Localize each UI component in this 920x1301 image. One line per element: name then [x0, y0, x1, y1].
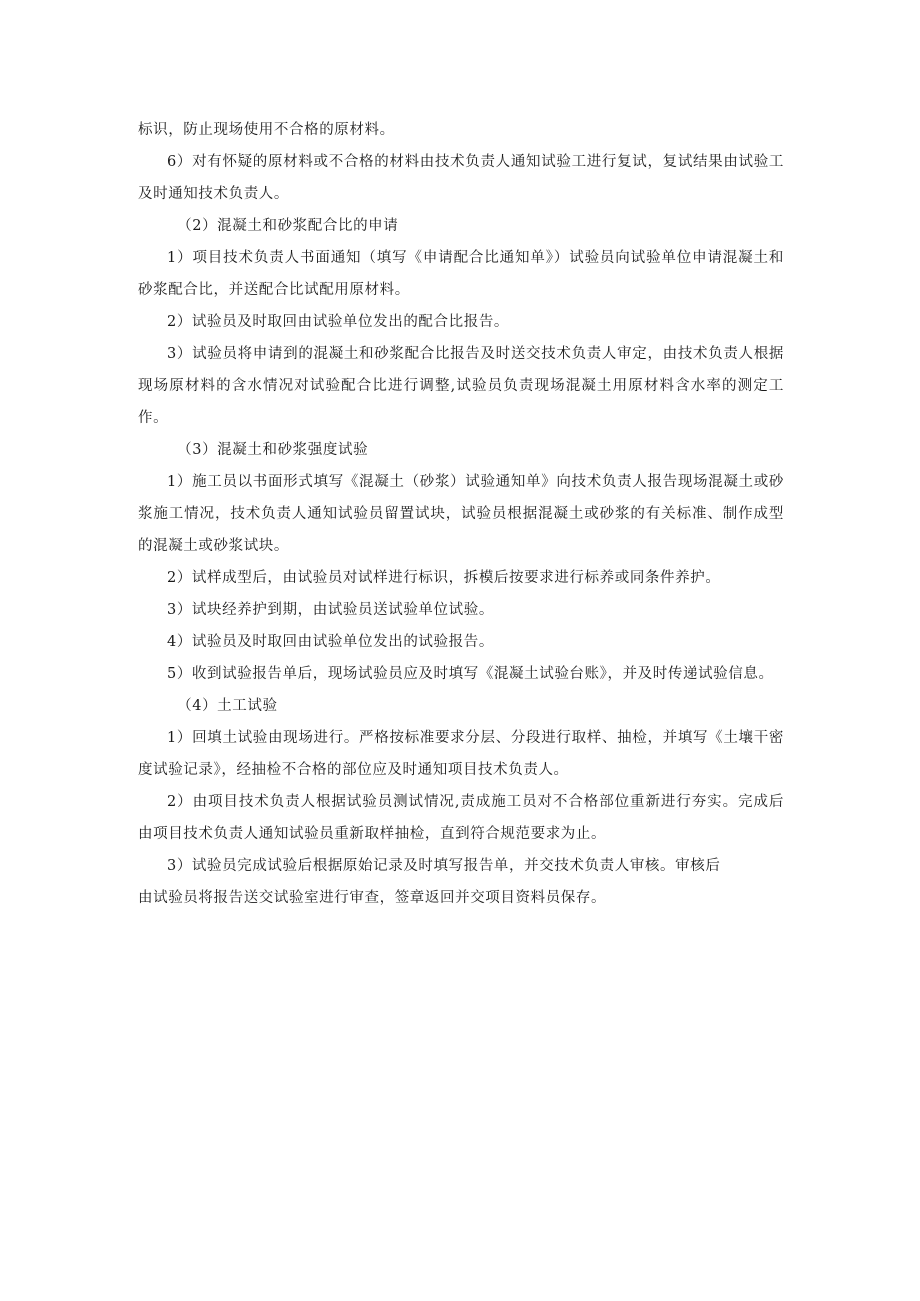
- paragraph-2-item-2: 2）试验员及时取回由试验单位发出的配合比报告。: [167, 314, 510, 330]
- paragraph-2-item-1: 1）项目技术负责人书面通知（填写《申请配合比通知单》）试验员向试验单位申请混凝土和砂浆配合比，并送配合比试配用原材料。: [138, 250, 784, 298]
- paragraph-3-item-5: 5）收到试验报告单后，现场试验员应及时填写《混凝土试验台账》，并及时传递试验信息。: [167, 666, 774, 682]
- paragraph-3-item-4: 4）试验员及时取回由试验单位发出的试验报告。: [167, 634, 494, 650]
- paragraph-3-item-1: 1）施工员以书面形式填写《混凝土（砂浆）试验通知单》向技术负责人报告现场混凝土或砂浆施工情况，技术负责人通知试验员留置试块，试验员根据混凝土或砂浆的有关标准、制作成型的混凝土或砂浆试块。: [138, 474, 784, 554]
- paragraph-2-item-3: 3）试验员将申请到的混凝土和砂浆配合比报告及时送交技术负责人审定，由技术负责人根据现场原材料的含水情况对试验配合比进行调整,试验员负责现场混凝土用原材料含水率的测定工作。: [138, 346, 784, 426]
- paragraph-item-6: 6）对有怀疑的原材料或不合格的材料由技术负责人通知试验工进行复试，复试结果由试验工及时通知技术负责人。: [138, 154, 784, 202]
- paragraph-4-item-3-line-2: 由试验员将报告送交试验室进行审查，签章返回并交项目资料员保存。: [138, 890, 607, 906]
- section-heading-4: （4）土工试验: [177, 698, 278, 714]
- paragraph-3-item-3: 3）试块经养护到期，由试验员送试验单位试验。: [167, 602, 494, 618]
- document-body: [138, 114, 784, 914]
- paragraph-continuation: 标识，防止现场使用不合格的原材料。: [138, 122, 395, 138]
- section-heading-2: （2）混凝土和砂浆配合比的申请: [177, 218, 399, 234]
- paragraph-4-item-1: 1）回填土试验由现场进行。严格按标准要求分层、分段进行取样、抽检，并填写《土壤干密度试验记录》，经抽检不合格的部位应及时通知项目技术负责人。: [138, 730, 784, 778]
- section-heading-3: （3）混凝土和砂浆强度试验: [177, 442, 369, 458]
- paragraph-4-item-2: 2）由项目技术负责人根据试验员测试情况,责成施工员对不合格部位重新进行夯实。完成后由项目技术负责人通知试验员重新取样抽检，直到符合规范要求为止。: [138, 794, 784, 842]
- paragraph-4-item-3-line-1: 3）试验员完成试验后根据原始记录及时填写报告单，并交技术负责人审核。审核后: [167, 858, 721, 874]
- paragraph-3-item-2: 2）试样成型后，由试验员对试样进行标识，拆模后按要求进行标养或同条件养护。: [167, 570, 721, 586]
